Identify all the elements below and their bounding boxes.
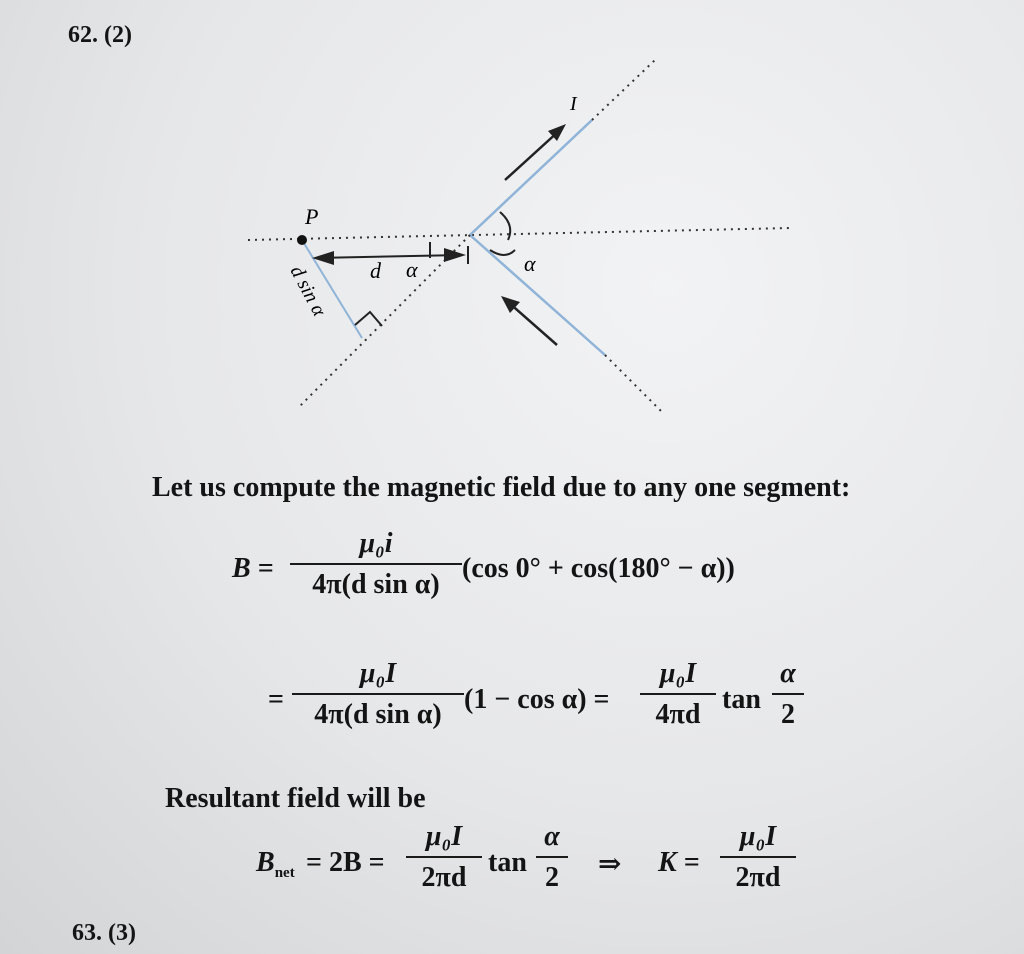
eq1-denominator: 4π(d sin α) bbox=[312, 569, 440, 600]
eq3-fraction-3 bbox=[720, 823, 796, 892]
eq1-numerator: μ₀i bbox=[359, 528, 393, 559]
wire-upper-extension bbox=[592, 60, 655, 120]
eq3-k: K = bbox=[658, 847, 700, 878]
angle-arc-lower bbox=[490, 250, 515, 255]
label-angle-small: α bbox=[406, 257, 418, 282]
label-perpendicular: d sin α bbox=[285, 262, 331, 320]
fraction-bar bbox=[292, 693, 464, 695]
eq2-frac2-denominator: 4πd bbox=[655, 699, 701, 730]
wire-lower bbox=[470, 235, 605, 355]
fraction-bar bbox=[406, 856, 482, 858]
eq3-frac1-numerator: μ₀I bbox=[425, 821, 463, 852]
eq2-frac1-denominator: 4π(d sin α) bbox=[314, 699, 442, 730]
eq3-frac1-denominator: 2πd bbox=[421, 862, 467, 893]
fraction-bar bbox=[640, 693, 716, 695]
eq3-bnet bbox=[256, 847, 295, 879]
resultant-text: Resultant field will be bbox=[165, 783, 426, 814]
eq3-fraction-1 bbox=[406, 823, 482, 892]
eq2-fraction-2 bbox=[640, 660, 716, 729]
label-p: P bbox=[305, 204, 319, 229]
eq2-middle: (1 − cos α) = bbox=[464, 684, 610, 715]
eq2-frac3-numerator: α bbox=[780, 658, 796, 689]
fraction-bar bbox=[536, 856, 568, 858]
distance-arrow-line bbox=[315, 255, 462, 258]
intro-text: Let us compute the magnetic field due to any one segment: bbox=[152, 472, 851, 503]
right-angle-mark bbox=[355, 312, 382, 326]
eq2-frac1-numerator: μ₀I bbox=[359, 658, 397, 689]
eq3-frac3-numerator: μ₀I bbox=[739, 821, 777, 852]
horizontal-axis-line bbox=[248, 228, 790, 240]
eq1-rhs: (cos 0° + cos(180° − α)) bbox=[462, 553, 735, 584]
eq3-frac3-denominator: 2πd bbox=[735, 862, 781, 893]
question-number: 62. (2) bbox=[68, 22, 132, 48]
fraction-bar bbox=[772, 693, 804, 695]
fraction-bar bbox=[290, 563, 462, 565]
eq2-fraction-3 bbox=[772, 660, 804, 729]
eq2-tan: tan bbox=[722, 684, 761, 715]
eq3-frac2-denominator: 2 bbox=[545, 862, 559, 893]
eq1-lhs: B = bbox=[232, 553, 274, 584]
label-current: I bbox=[570, 93, 577, 115]
eq2-frac3-denominator: 2 bbox=[781, 699, 795, 730]
angle-arc-upper bbox=[500, 212, 510, 240]
eq1-fraction bbox=[290, 530, 462, 599]
eq3-b-symbol: B bbox=[256, 847, 275, 878]
eq2-frac2-numerator: μ₀I bbox=[659, 658, 697, 689]
eq2-equals: = bbox=[268, 684, 284, 715]
wire-lower-extension bbox=[605, 355, 662, 412]
eq3-frac2-numerator: α bbox=[544, 821, 560, 852]
next-question-number: 63. (3) bbox=[72, 920, 136, 946]
eq2-fraction-1 bbox=[292, 660, 464, 729]
label-distance: d bbox=[370, 258, 381, 283]
eq3-fraction-2 bbox=[536, 823, 568, 892]
fraction-bar bbox=[720, 856, 796, 858]
eq3-b-subscript: net bbox=[274, 865, 295, 881]
current-arrow-lower bbox=[508, 302, 557, 345]
point-p bbox=[297, 235, 307, 245]
eq3-middle: = 2B = bbox=[306, 847, 385, 878]
eq3-implies: ⇒ bbox=[598, 849, 622, 880]
eq3-tan: tan bbox=[488, 847, 527, 878]
label-angle-vertex: α bbox=[524, 251, 536, 276]
wire-upper bbox=[470, 120, 592, 235]
current-arrow-upper bbox=[505, 130, 560, 180]
